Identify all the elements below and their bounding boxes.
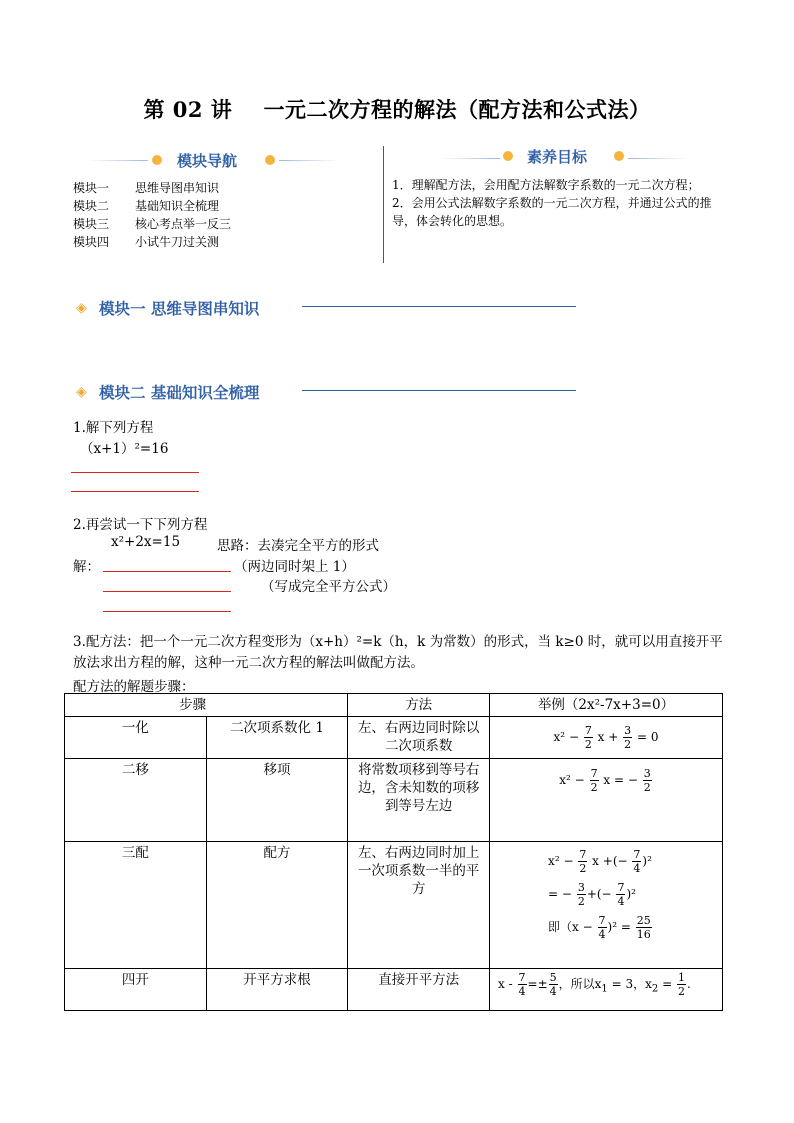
table-row: [65, 717, 723, 759]
q2-note2: （写成完全平方公式）: [261, 579, 396, 595]
q1-title: 1.解下列方程: [73, 420, 154, 436]
step-name-cell: 二次项系数化 1: [206, 717, 348, 759]
q1-answer-line-1: [71, 472, 199, 473]
steps-table: [64, 693, 723, 1011]
table-header-method: 方法: [348, 694, 490, 717]
table-header-example: 举例（2x²-7x+3=0）: [490, 694, 723, 717]
nav-dot-left: [152, 155, 162, 165]
section1-title: 模块一 思维导图串知识: [99, 300, 260, 318]
q2-equation: x²+2x=15: [111, 534, 181, 550]
header-divider: [383, 146, 384, 263]
method-cell: 左、右两边同时加上一次项系数一半的平方: [348, 842, 490, 969]
step-name-cell: 移项: [206, 759, 348, 842]
step-cell: 四开: [65, 969, 207, 1011]
section2-rule: [302, 390, 576, 391]
table-header-row: [65, 694, 723, 717]
q1-equation: （x+1）²=16: [80, 441, 169, 457]
table-row: [65, 969, 723, 1011]
goals-right-rule: [628, 158, 688, 159]
step-cell: 三配: [65, 842, 207, 969]
example-eq-3a: x² − $\frac{7}{2}$ x +(− $\frac{7}{4}$ )²: [548, 848, 652, 875]
example-cell: [490, 717, 723, 759]
step-cell: 二移: [65, 759, 207, 842]
method-cell: 左、右两边同时除以二次项系数: [348, 717, 490, 759]
q2-answer-line-3: [103, 611, 231, 612]
nav-item-3[interactable]: 模块三 核心考点举一反三: [73, 217, 232, 231]
nav-item-1[interactable]: 模块一 思维导图串知识: [73, 181, 220, 195]
goals-dot-right: [614, 151, 624, 161]
q3-steps-label: 配方法的解题步骤：: [73, 679, 195, 695]
table-row: [65, 759, 723, 842]
step-name-cell: 配方: [206, 842, 348, 969]
nav-heading: 模块导航: [177, 152, 238, 170]
example-eq-3c: 即（x − $\frac{7}{4}$ )² = $\frac{25}{16}$: [548, 914, 651, 941]
q2-answer-line-1: [103, 571, 231, 572]
nav-right-rule: [279, 160, 339, 161]
q2-note1: （两边同时架上 1）: [234, 559, 355, 575]
section1-rule: [302, 306, 576, 307]
section1-icon: ◈: [76, 300, 87, 316]
table-header-blank: [206, 694, 348, 717]
method-cell: 直接开平方法: [348, 969, 490, 1011]
nav-dot-right: [265, 155, 275, 165]
example-eq-3b: = − $\frac{3}{2}$ +(− $\frac{7}{4}$ )²: [548, 881, 636, 908]
example-eq-4: x - $\frac{7}{4}$ =± $\frac{5}{4}$ ，所以$x_1 = 3$，$x_2$ = $\frac{1}{2}$ .: [498, 971, 691, 998]
step-name-cell: 开平方求根: [206, 969, 348, 1011]
goal-2: 2．会用公式法解数字系数的一元二次方程，并通过公式的推导，体会转化的思想。: [392, 196, 712, 228]
q2-solve-label: 解：: [73, 559, 100, 575]
nav-item-2[interactable]: 模块二 基础知识全梳理: [73, 199, 220, 213]
goals-text: [392, 176, 724, 230]
goal-1: 1．理解配方法，会用配方法解数字系数的一元二次方程；: [392, 178, 700, 192]
table-header-step: 步骤: [65, 694, 207, 717]
method-cell: 将常数项移到等号右边，含未知数的项移到等号左边: [348, 759, 490, 842]
nav-item-4[interactable]: 模块四 小试牛刀过关测: [73, 235, 220, 249]
example-cell: [490, 759, 723, 842]
nav-left-rule: [88, 160, 148, 161]
goals-dot-left: [503, 151, 513, 161]
section2-icon: ◈: [76, 384, 87, 400]
table-row: [65, 842, 723, 969]
example-cell: [490, 842, 723, 969]
q2-title: 2.再尝试一下下列方程: [73, 517, 208, 533]
example-eq-1: x² − $\frac{7}{2}$ x + $\frac{3}{2}$ = 0: [553, 724, 659, 751]
example-eq-2: x² − $\frac{7}{2}$ x = − $\frac{3}{2}$: [559, 767, 651, 794]
q3-paragraph: 3.配方法：把一个一元二次方程变形为（x+h）²=k（h，k 为常数）的形式，当 k≥0 时，就可以用直接开平放法求出方程的解，这种一元二次方程的解法叫做配方法。: [73, 634, 723, 671]
q2-hint: 思路：去凑完全平方的形式: [217, 538, 379, 554]
section2-title: 模块二 基础知识全梳理: [99, 384, 260, 402]
page-title: 第 02 讲 一元二次方程的解法（配方法和公式法）: [143, 97, 651, 122]
step-cell: 一化: [65, 717, 207, 759]
q1-answer-line-2: [71, 491, 199, 492]
nav-list: [73, 179, 231, 251]
q2-answer-line-2: [103, 591, 231, 592]
goals-heading: 素养目标: [527, 148, 588, 166]
goals-left-rule: [440, 158, 500, 159]
example-cell: [490, 969, 723, 1011]
